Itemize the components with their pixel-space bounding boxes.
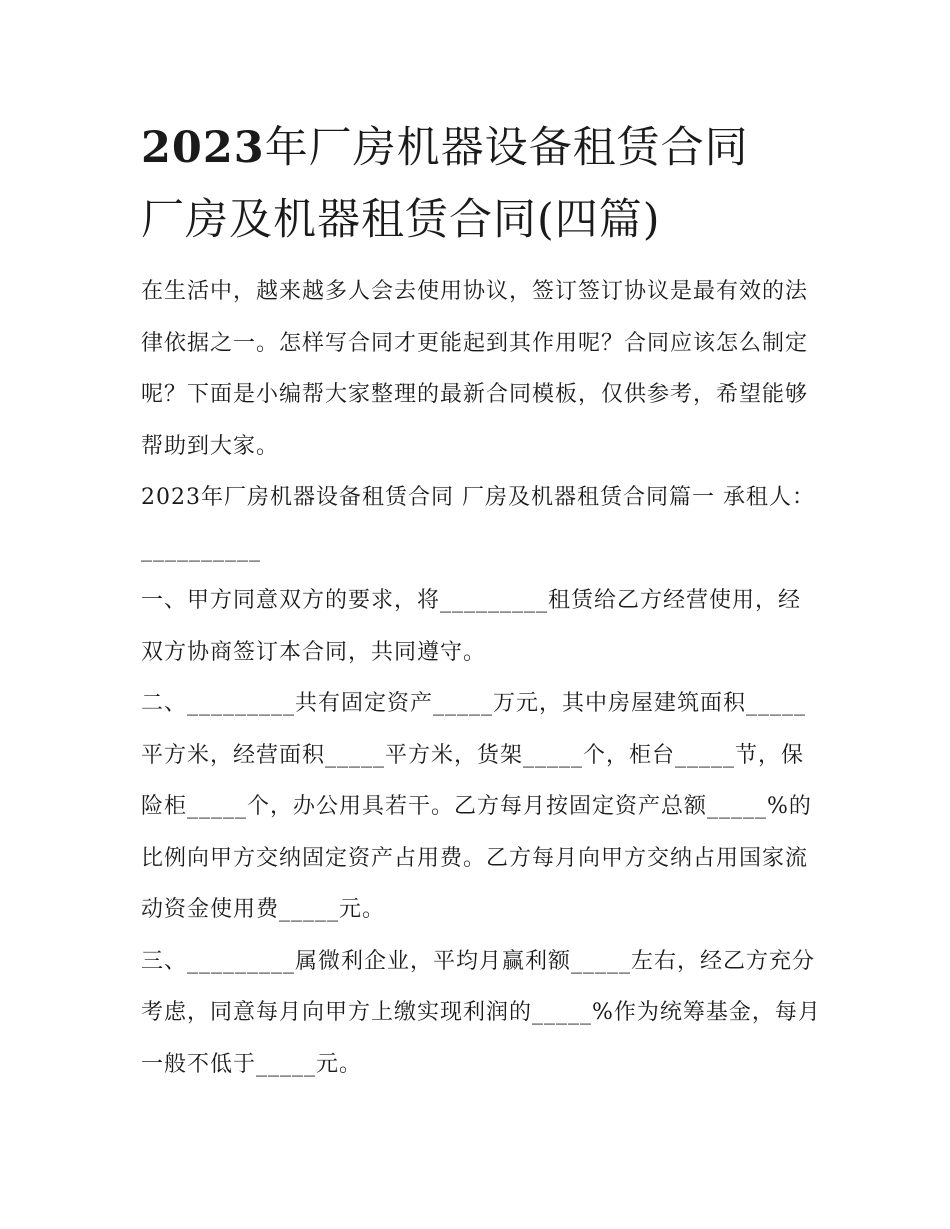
contract-heading-paragraph: 2023年厂房机器设备租赁合同 厂房及机器租赁合同篇一 承租人：__________ bbox=[141, 485, 815, 562]
clause-3-paragraph: 三、_________属微利企业，平均月赢利额_____左右，经乙方充分考虑，同意每月向甲方上缴实现利润的_____%作为统筹基金，每月一般不低于_____元。 bbox=[141, 948, 821, 1077]
document-title bbox=[141, 112, 821, 256]
clause-2-paragraph: 二、_________共有固定资产_____万元，其中房屋建筑面积_____平方米，经营面积_____平方米，货架_____个，柜台_____节，保险柜_____个，办公用具若干。乙方每月按固定资产总额_____%的比例向甲方交纳固定资产占用费。乙方每月向甲方交纳占用国家流动资金使用费_____元。 bbox=[141, 691, 812, 922]
document-body bbox=[141, 266, 821, 1090]
title-line1-text: 年厂房机器设备租赁合同 bbox=[264, 123, 749, 173]
clause-1-paragraph: 一、甲方同意双方的要求，将_________租赁给乙方经营使用，经双方协商签订本合同，共同遵守。 bbox=[141, 588, 802, 665]
intro-paragraph: 在生活中，越来越多人会去使用协议，签订签订协议是最有效的法律依据之一。怎样写合同才更能起到其作用呢？合同应该怎么制定呢？下面是小编帮大家整理的最新合同模板，仅供参考，希望能够帮助到大家。 bbox=[141, 279, 809, 459]
document-page bbox=[141, 112, 821, 1090]
title-year: 2023 bbox=[141, 123, 265, 173]
title-line2: 厂房及机器租赁合同(四篇) bbox=[141, 195, 661, 245]
